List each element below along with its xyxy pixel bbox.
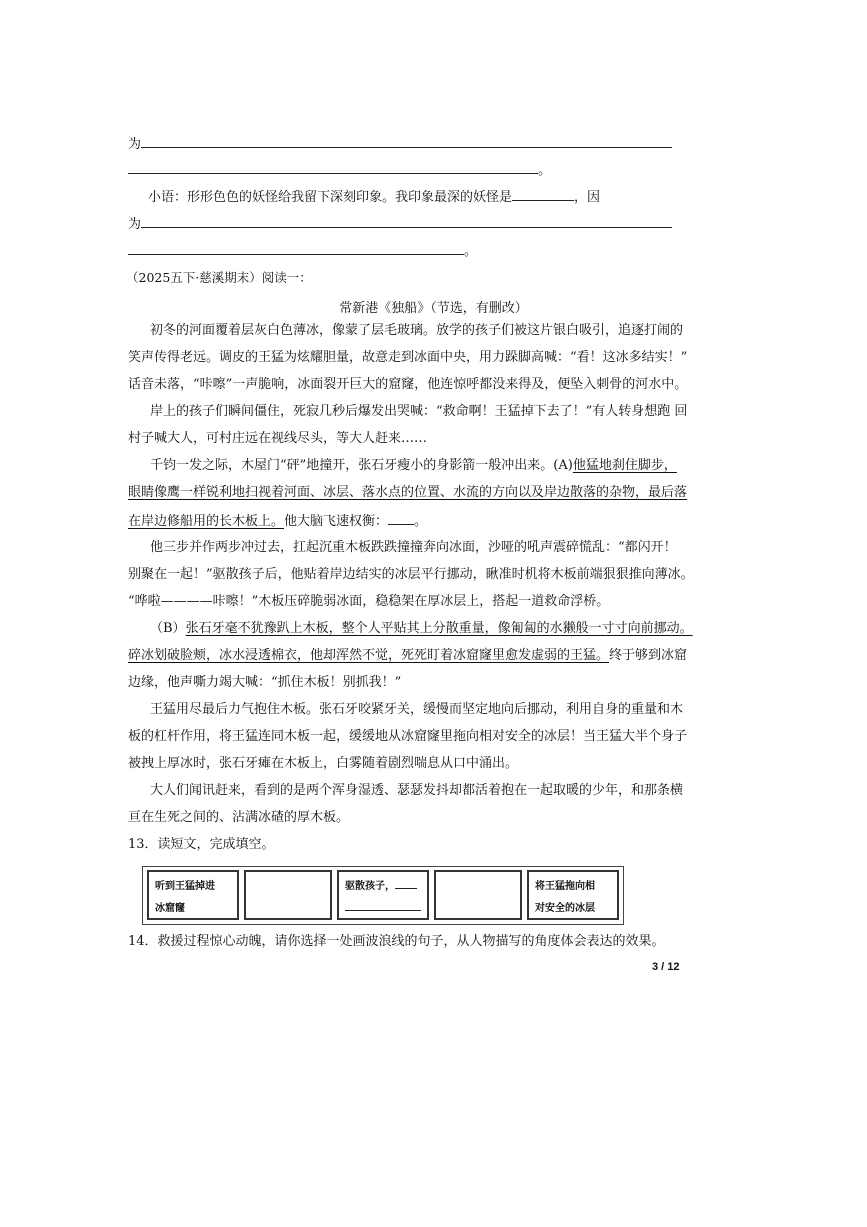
xiaoyu-line: 小语：形形色色的妖怪给我留下深刻印象。我印象最深的妖怪是 ，因 — [148, 190, 601, 205]
paragraph-line: 村子喊大人，可村庄远在视线尽头，等大人赶来…… — [128, 431, 428, 446]
blank-line[interactable] — [395, 876, 417, 889]
paragraph-line: 在岸边修船用的长木板上。他大脑飞速权衡： 。 — [128, 514, 428, 529]
paragraph-line: 板的杠杆作用，将王猛连同木板一起，缓缓地从冰窟窿里拖向相对安全的冰层！当王猛大半个身子 — [128, 729, 688, 744]
question-14: 14．救援过程惊心动魄，请你选择一处画波浪线的句子，从人物描写的角度体会表达的效果。 — [128, 934, 665, 949]
flow-chart — [142, 866, 624, 925]
wavy-sentence-a: 他猛地刹住脚步， — [572, 458, 677, 473]
paragraph-line: 话音未落，“咔嚓”一声脆响，冰面裂开巨大的窟窿，他连惊呼都没来得及，便坠入刺骨的河水中。 — [128, 377, 688, 392]
paragraph-line: 王猛用尽最后力气抱住木板。张石牙咬紧牙关，缓慢而坚定地向后挪动，利用自身的重量和木 — [150, 702, 684, 717]
paragraph-line: 岸上的孩子们瞬间僵住，死寂几秒后爆发出哭喊：“救命啊！王猛掉下去了！”有人转身想跑 回 — [150, 404, 688, 419]
answer-line-1: 为 — [128, 135, 672, 153]
flow-box-2-blank[interactable] — [244, 870, 332, 920]
blank-line[interactable] — [128, 161, 538, 174]
paragraph-line: “哗啦————咔嚓！”木板压碎脆弱冰面，稳稳架在厚冰层上，搭起一道救命浮桥。 — [128, 594, 610, 609]
question-13: 13．读短文，完成填空。 — [128, 837, 275, 852]
paragraph-line: 笑声传得老远。调皮的王猛为炫耀胆量，故意走到冰面中央，用力跺脚高喊：“看！这冰多结实！” — [128, 350, 688, 365]
blank-line[interactable] — [388, 512, 414, 525]
blank-line[interactable] — [141, 215, 672, 228]
paragraph-line: 边缘，他声嘶力竭大喊：“抓住木板！别抓我！” — [128, 675, 402, 690]
paragraph-line: 千钧一发之际，木屋门“砰”地撞开，张石牙瘦小的身影箭一般冲出来。(A)他猛地刹住脚步， — [150, 458, 677, 473]
paragraph-line: 别聚在一起！”驱散孩子后，他贴着岸边结实的冰层平行挪动，瞅准时机将木板前端狠狠推向薄冰。 — [128, 567, 694, 582]
wavy-sentence-b: 张石牙毫不犹豫趴上木板，整个人平贴其上分散重量，像匍匐的水獭般一寸寸向前挪动。 — [185, 621, 693, 636]
wavy-sentence-a: 在岸边修船用的长木板上。 — [128, 514, 285, 529]
flow-box-4-blank[interactable] — [434, 870, 522, 920]
blank-line[interactable] — [128, 242, 464, 255]
article-title: 常新港《独船》（节选，有删改） — [339, 301, 528, 316]
flow-box-5: 将王猛拖向相 对安全的冰层 — [527, 870, 619, 920]
blank-line[interactable] — [141, 135, 672, 148]
wavy-sentence-b: 碎冰划破脸颊，冰水浸透棉衣，他却浑然不觉，死死盯着冰窟窿里愈发虚弱的王猛。 — [128, 648, 610, 663]
flow-box-1: 听到王猛掉进 冰窟窿 — [147, 870, 239, 920]
paragraph-line: 初冬的河面覆着层灰白色薄冰，像蒙了层毛玻璃。放学的孩子们被这片银白吸引，追逐打闹的 — [150, 323, 684, 338]
paragraph-line: 他三步并作两步冲过去，扛起沉重木板跌跌撞撞奔向冰面，沙哑的吼声震碎慌乱：“都闪开！ — [150, 540, 677, 555]
paragraph-line: 大人们闻讯赶来，看到的是两个浑身湿透、瑟瑟发抖却都活着抱在一起取暖的少年，和那条横 — [150, 783, 684, 798]
paragraph-line: 碎冰划破脸颊，冰水浸透棉衣，他却浑然不觉，死死盯着冰窟窿里愈发虚弱的王猛。终于够到冰窟 — [128, 648, 688, 663]
paragraph-line: 被拽上厚冰时，张石牙瘫在木板上，白雾随着剧烈喘息从口中涌出。 — [128, 756, 519, 771]
source-tag: （2025五下·慈溪期末）阅读一： — [126, 270, 312, 285]
paragraph-line: 亘在生死之间的、沾满冰碴的厚木板。 — [128, 810, 350, 825]
blank-line[interactable] — [345, 898, 421, 911]
wavy-sentence-a: 眼睛像鹰一样锐利地扫视着河面、冰层、落水点的位置、水流的方向以及岸边散落的杂物，最后落 — [128, 485, 688, 500]
blank-line[interactable] — [512, 188, 574, 201]
answer-line-5: 。 — [128, 242, 477, 260]
answer-line-4: 为 — [128, 215, 672, 233]
paragraph-line: （B）张石牙毫不犹豫趴上木板，整个人平贴其上分散重量，像匍匐的水獭般一寸寸向前挪动。 — [150, 621, 693, 636]
page-number: 3 / 12 — [652, 961, 680, 973]
answer-line-2: 。 — [128, 161, 551, 179]
flow-box-3: 驱散孩子， — [337, 870, 429, 920]
